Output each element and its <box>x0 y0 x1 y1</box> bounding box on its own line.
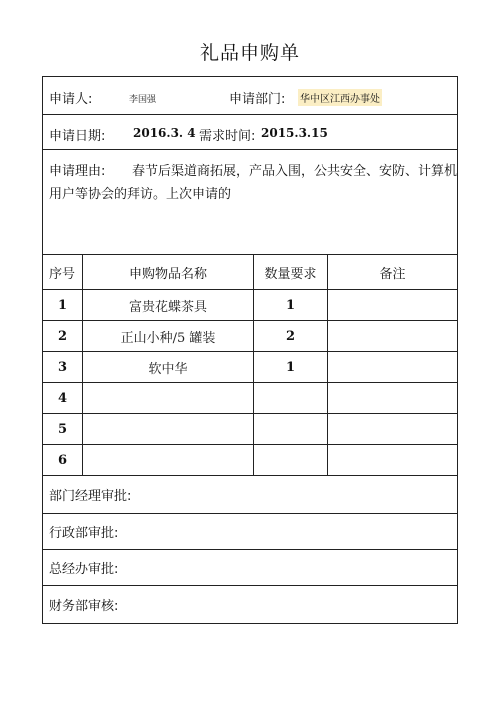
reason-line-2: 用户等协会的拜访。上次申请的 <box>49 187 232 202</box>
table-row <box>43 290 458 321</box>
item-name: 软中华 <box>83 352 254 383</box>
need-time-value: 2015.3.15 <box>261 126 328 140</box>
header-name: 申购物品名称 <box>83 255 254 290</box>
gm-office-approval-label: 总经办审批: <box>43 550 458 586</box>
purchase-form-table <box>42 76 458 624</box>
applicant-value: 李国强 <box>129 95 157 105</box>
item-seq: 6 <box>43 445 83 476</box>
item-qty <box>254 414 328 445</box>
admin-approval-label: 行政部审批: <box>43 514 458 550</box>
item-qty: 1 <box>254 352 328 383</box>
item-note <box>328 445 458 476</box>
item-qty <box>254 383 328 414</box>
reason-line-1: 春节后渠道商拓展，产品入围，公共安全、安防、计算机 <box>132 164 458 179</box>
approval-row-gm-office <box>43 550 458 586</box>
reason-row <box>43 150 458 255</box>
reason-label: 申请理由: <box>49 164 106 179</box>
table-row <box>43 445 458 476</box>
approval-row-dept-manager <box>43 476 458 514</box>
header-note: 备注 <box>328 255 458 290</box>
table-row <box>43 414 458 445</box>
item-seq: 5 <box>43 414 83 445</box>
dept-manager-approval-label: 部门经理审批: <box>43 476 458 514</box>
item-seq: 1 <box>43 290 83 321</box>
item-name <box>83 414 254 445</box>
department-value: 华中区江西办事处 <box>298 89 382 106</box>
item-note <box>328 321 458 352</box>
approval-row-admin <box>43 514 458 550</box>
item-seq: 3 <box>43 352 83 383</box>
applicant-row <box>43 77 458 115</box>
table-row <box>43 383 458 414</box>
item-name: 正山小种/5 罐装 <box>83 321 254 352</box>
items-header-row <box>43 255 458 290</box>
item-name <box>83 445 254 476</box>
department-label: 申请部门: <box>229 92 286 107</box>
item-note <box>328 383 458 414</box>
apply-date-label: 申请日期: <box>49 129 106 144</box>
finance-approval-label: 财务部审核: <box>43 586 458 624</box>
header-seq: 序号 <box>43 255 83 290</box>
item-qty: 1 <box>254 290 328 321</box>
header-qty: 数量要求 <box>254 255 328 290</box>
date-row <box>43 115 458 150</box>
need-time-label: 需求时间: <box>199 129 256 144</box>
item-name <box>83 383 254 414</box>
item-note <box>328 414 458 445</box>
applicant-label: 申请人: <box>49 92 93 107</box>
table-row <box>43 321 458 352</box>
form-title: 礼品申购单 <box>199 42 300 64</box>
item-seq: 4 <box>43 383 83 414</box>
approval-row-finance <box>43 586 458 624</box>
item-qty <box>254 445 328 476</box>
apply-date-value: 2016.3. 4 <box>133 126 196 140</box>
item-note <box>328 290 458 321</box>
table-row <box>43 352 458 383</box>
item-seq: 2 <box>43 321 83 352</box>
item-qty: 2 <box>254 321 328 352</box>
item-name: 富贵花蝶茶具 <box>83 290 254 321</box>
item-note <box>328 352 458 383</box>
